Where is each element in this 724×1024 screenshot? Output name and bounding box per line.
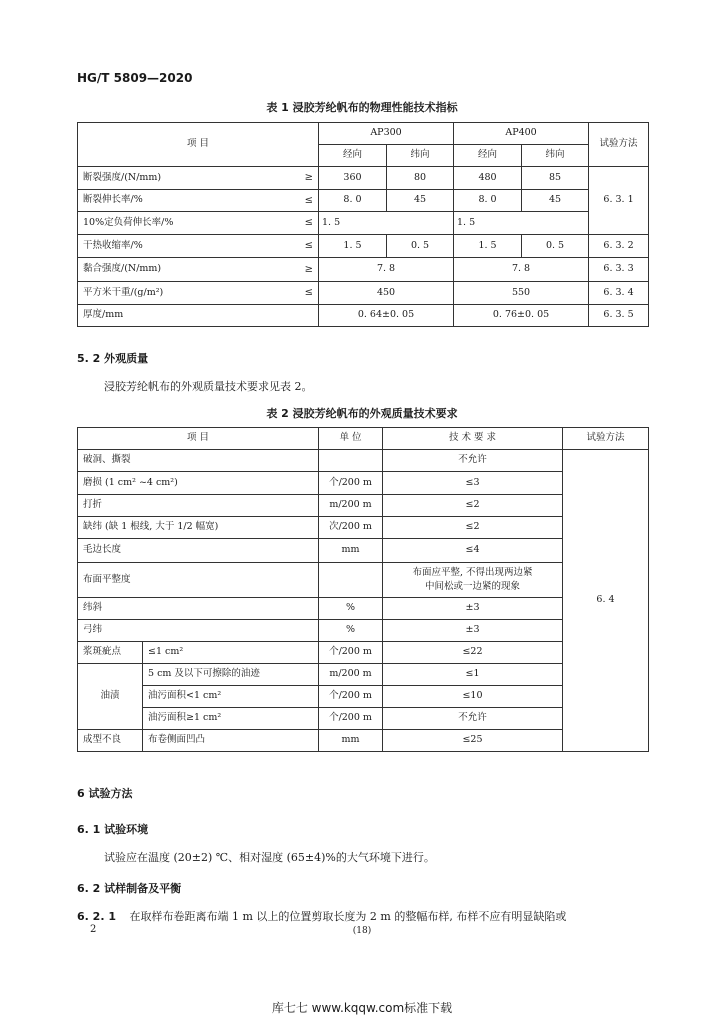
t2-head-method: 试验方法 [563, 428, 649, 450]
t2-req: ≤25 [383, 730, 563, 752]
t2-req-multiline [383, 563, 563, 598]
t2-req: ≤22 [383, 642, 563, 664]
t2-item: 缺纬 (缺 1 根线, 大于 1/2 幅宽) [78, 517, 319, 539]
t1-head-ap400-warp: 经向 [454, 145, 522, 167]
t2-req: ≤4 [383, 539, 563, 563]
t2-unit [319, 563, 383, 598]
table1-caption: 表 1 浸胶芳纶帆布的物理性能技术指标 [266, 101, 458, 114]
table-row [78, 212, 649, 235]
t2-unit: % [319, 598, 383, 620]
t1-rel: ≥ [233, 167, 319, 190]
t1-item: 断裂强度/(N/mm) [78, 167, 233, 190]
t1-head-ap400: AP400 [454, 123, 589, 145]
t1-cell: 0. 5 [522, 235, 589, 258]
t2-head-req: 技 术 要 求 [383, 428, 563, 450]
t1-rel: ≤ [233, 212, 319, 235]
t2-unit: mm [319, 539, 383, 563]
t2-item: 磨损 (1 cm² ~4 cm²) [78, 472, 319, 495]
t1-cell: 360 [319, 167, 387, 190]
t2-req: 不允许 [383, 450, 563, 472]
t2-item: 纬斜 [78, 598, 319, 620]
t2-unit: m/200 m [319, 495, 383, 517]
t2-item: 布面平整度 [78, 563, 319, 598]
t1-head-ap300-weft: 纬向 [387, 145, 454, 167]
t2-req: ≤10 [383, 686, 563, 708]
table-row [78, 235, 649, 258]
t2-req: ≤3 [383, 472, 563, 495]
t1-method: 6. 3. 2 [589, 235, 649, 258]
t2-head-item: 项 目 [78, 428, 319, 450]
t2-item: 弓纬 [78, 620, 319, 642]
t1-cell: 80 [387, 167, 454, 190]
t2-req-line: 布面应平整, 不得出现两边紧 [412, 567, 533, 579]
t1-cell: 45 [522, 190, 589, 212]
t2-item: 打折 [78, 495, 319, 517]
table-row [78, 282, 649, 305]
t1-head-method: 试验方法 [589, 123, 649, 167]
standard-code: HG/T 5809—2020 [77, 71, 193, 85]
t1-rel: ≤ [233, 235, 319, 258]
t1-cell: 550 [454, 282, 589, 305]
t1-item: 平方米干重/(g/m²) [78, 282, 233, 305]
page-mark: (18) [352, 926, 372, 936]
t2-req: ≤1 [383, 664, 563, 686]
t1-item: 10%定负荷伸长率/% [78, 212, 233, 235]
section-6-1-heading: 6. 1 试验环境 [77, 823, 149, 836]
t1-cell-empty [522, 212, 589, 235]
table-row [78, 450, 649, 472]
t1-cell: 7. 8 [319, 258, 454, 282]
t1-cell-empty [387, 212, 454, 235]
t1-rel: ≤ [233, 282, 319, 305]
t2-unit: % [319, 620, 383, 642]
t2-item: 浆斑疵点 [78, 642, 143, 664]
t1-cell: 1. 5 [319, 212, 387, 235]
t2-head-unit: 单 位 [319, 428, 383, 450]
t2-unit: 次/200 m [319, 517, 383, 539]
t2-item: 破洞、撕裂 [78, 450, 319, 472]
t2-unit: mm [319, 730, 383, 752]
table-row [78, 258, 649, 282]
t1-head-item: 项 目 [78, 123, 319, 167]
t2-item: 成型不良 [78, 730, 143, 752]
t1-rel: ≥ [233, 258, 319, 282]
t1-cell: 0. 5 [387, 235, 454, 258]
t1-head-ap300: AP300 [319, 123, 454, 145]
t2-item: 毛边长度 [78, 539, 319, 563]
t1-cell: 45 [387, 190, 454, 212]
section-6-2-1-number: 6. 2. 1 [77, 910, 116, 923]
t1-cell: 1. 5 [454, 212, 522, 235]
t1-cell: 7. 8 [454, 258, 589, 282]
t1-head-ap400-weft: 纬向 [522, 145, 589, 167]
section-6-2-heading: 6. 2 试样制备及平衡 [77, 882, 182, 895]
t2-oil-label: 油渍 [78, 664, 143, 730]
t1-item: 厚度/mm [78, 305, 319, 327]
section-5-2-heading: 5. 2 外观质量 [77, 352, 149, 365]
table-row [78, 167, 649, 190]
section-5-2-text: 浸胶芳纶帆布的外观质量技术要求见表 2。 [104, 380, 313, 393]
t1-item: 黏合强度/(N/mm) [78, 258, 233, 282]
t2-req: 不允许 [383, 708, 563, 730]
watermark-text: 库七七 www.kqqw.com标准下载 [271, 1001, 453, 1015]
t2-unit: 个/200 m [319, 642, 383, 664]
t1-cell: 1. 5 [319, 235, 387, 258]
t1-method: 6. 3. 3 [589, 258, 649, 282]
t2-req: ≤2 [383, 517, 563, 539]
t1-cell: 0. 76±0. 05 [454, 305, 589, 327]
t2-method: 6. 4 [563, 450, 649, 752]
table-row [78, 190, 649, 212]
t2-req: ±3 [383, 598, 563, 620]
t1-method: 6. 3. 1 [589, 167, 649, 235]
table-row [78, 305, 649, 327]
t2-sub: 5 cm 及以下可擦除的油迹 [143, 664, 319, 686]
t1-cell: 450 [319, 282, 454, 305]
section-6-2-1-text: 在取样布卷距离布端 1 m 以上的位置剪取长度为 2 m 的整幅布样, 布样不应有明显缺陷或 [129, 910, 567, 923]
t1-item: 干热收缩率/% [78, 235, 233, 258]
t2-sub: 油污面积≥1 cm² [143, 708, 319, 730]
t2-req: ≤2 [383, 495, 563, 517]
t2-req-line: 中间松或一边紧的现象 [424, 581, 520, 592]
t1-cell: 1. 5 [454, 235, 522, 258]
section-6-heading: 6 试验方法 [77, 787, 133, 800]
t2-unit: 个/200 m [319, 708, 383, 730]
t1-item: 断裂伸长率/% [78, 190, 233, 212]
t2-unit: m/200 m [319, 664, 383, 686]
t1-cell: 8. 0 [319, 190, 387, 212]
table2-caption: 表 2 浸胶芳纶帆布的外观质量技术要求 [266, 407, 458, 420]
t1-method: 6. 3. 5 [589, 305, 649, 327]
t2-unit [319, 450, 383, 472]
t2-sub: 布卷侧面凹凸 [143, 730, 319, 752]
t1-cell: 85 [522, 167, 589, 190]
t1-method: 6. 3. 4 [589, 282, 649, 305]
section-6-2-1-line [77, 908, 649, 924]
section-6-1-text: 试验应在温度 (20±2) ℃、相对湿度 (65±4)%的大气环境下进行。 [104, 851, 435, 864]
t1-cell: 480 [454, 167, 522, 190]
t1-cell: 0. 64±0. 05 [319, 305, 454, 327]
t2-unit: 个/200 m [319, 472, 383, 495]
page-number: 2 [90, 924, 97, 935]
t2-sub: ≤1 cm² [143, 642, 319, 664]
t1-rel: ≤ [233, 190, 319, 212]
t2-req: ±3 [383, 620, 563, 642]
t2-sub: 油污面积<1 cm² [143, 686, 319, 708]
t1-cell: 8. 0 [454, 190, 522, 212]
t2-unit: 个/200 m [319, 686, 383, 708]
physical-properties-table [77, 122, 649, 327]
appearance-quality-table [77, 427, 649, 752]
t1-head-ap300-warp: 经向 [319, 145, 387, 167]
